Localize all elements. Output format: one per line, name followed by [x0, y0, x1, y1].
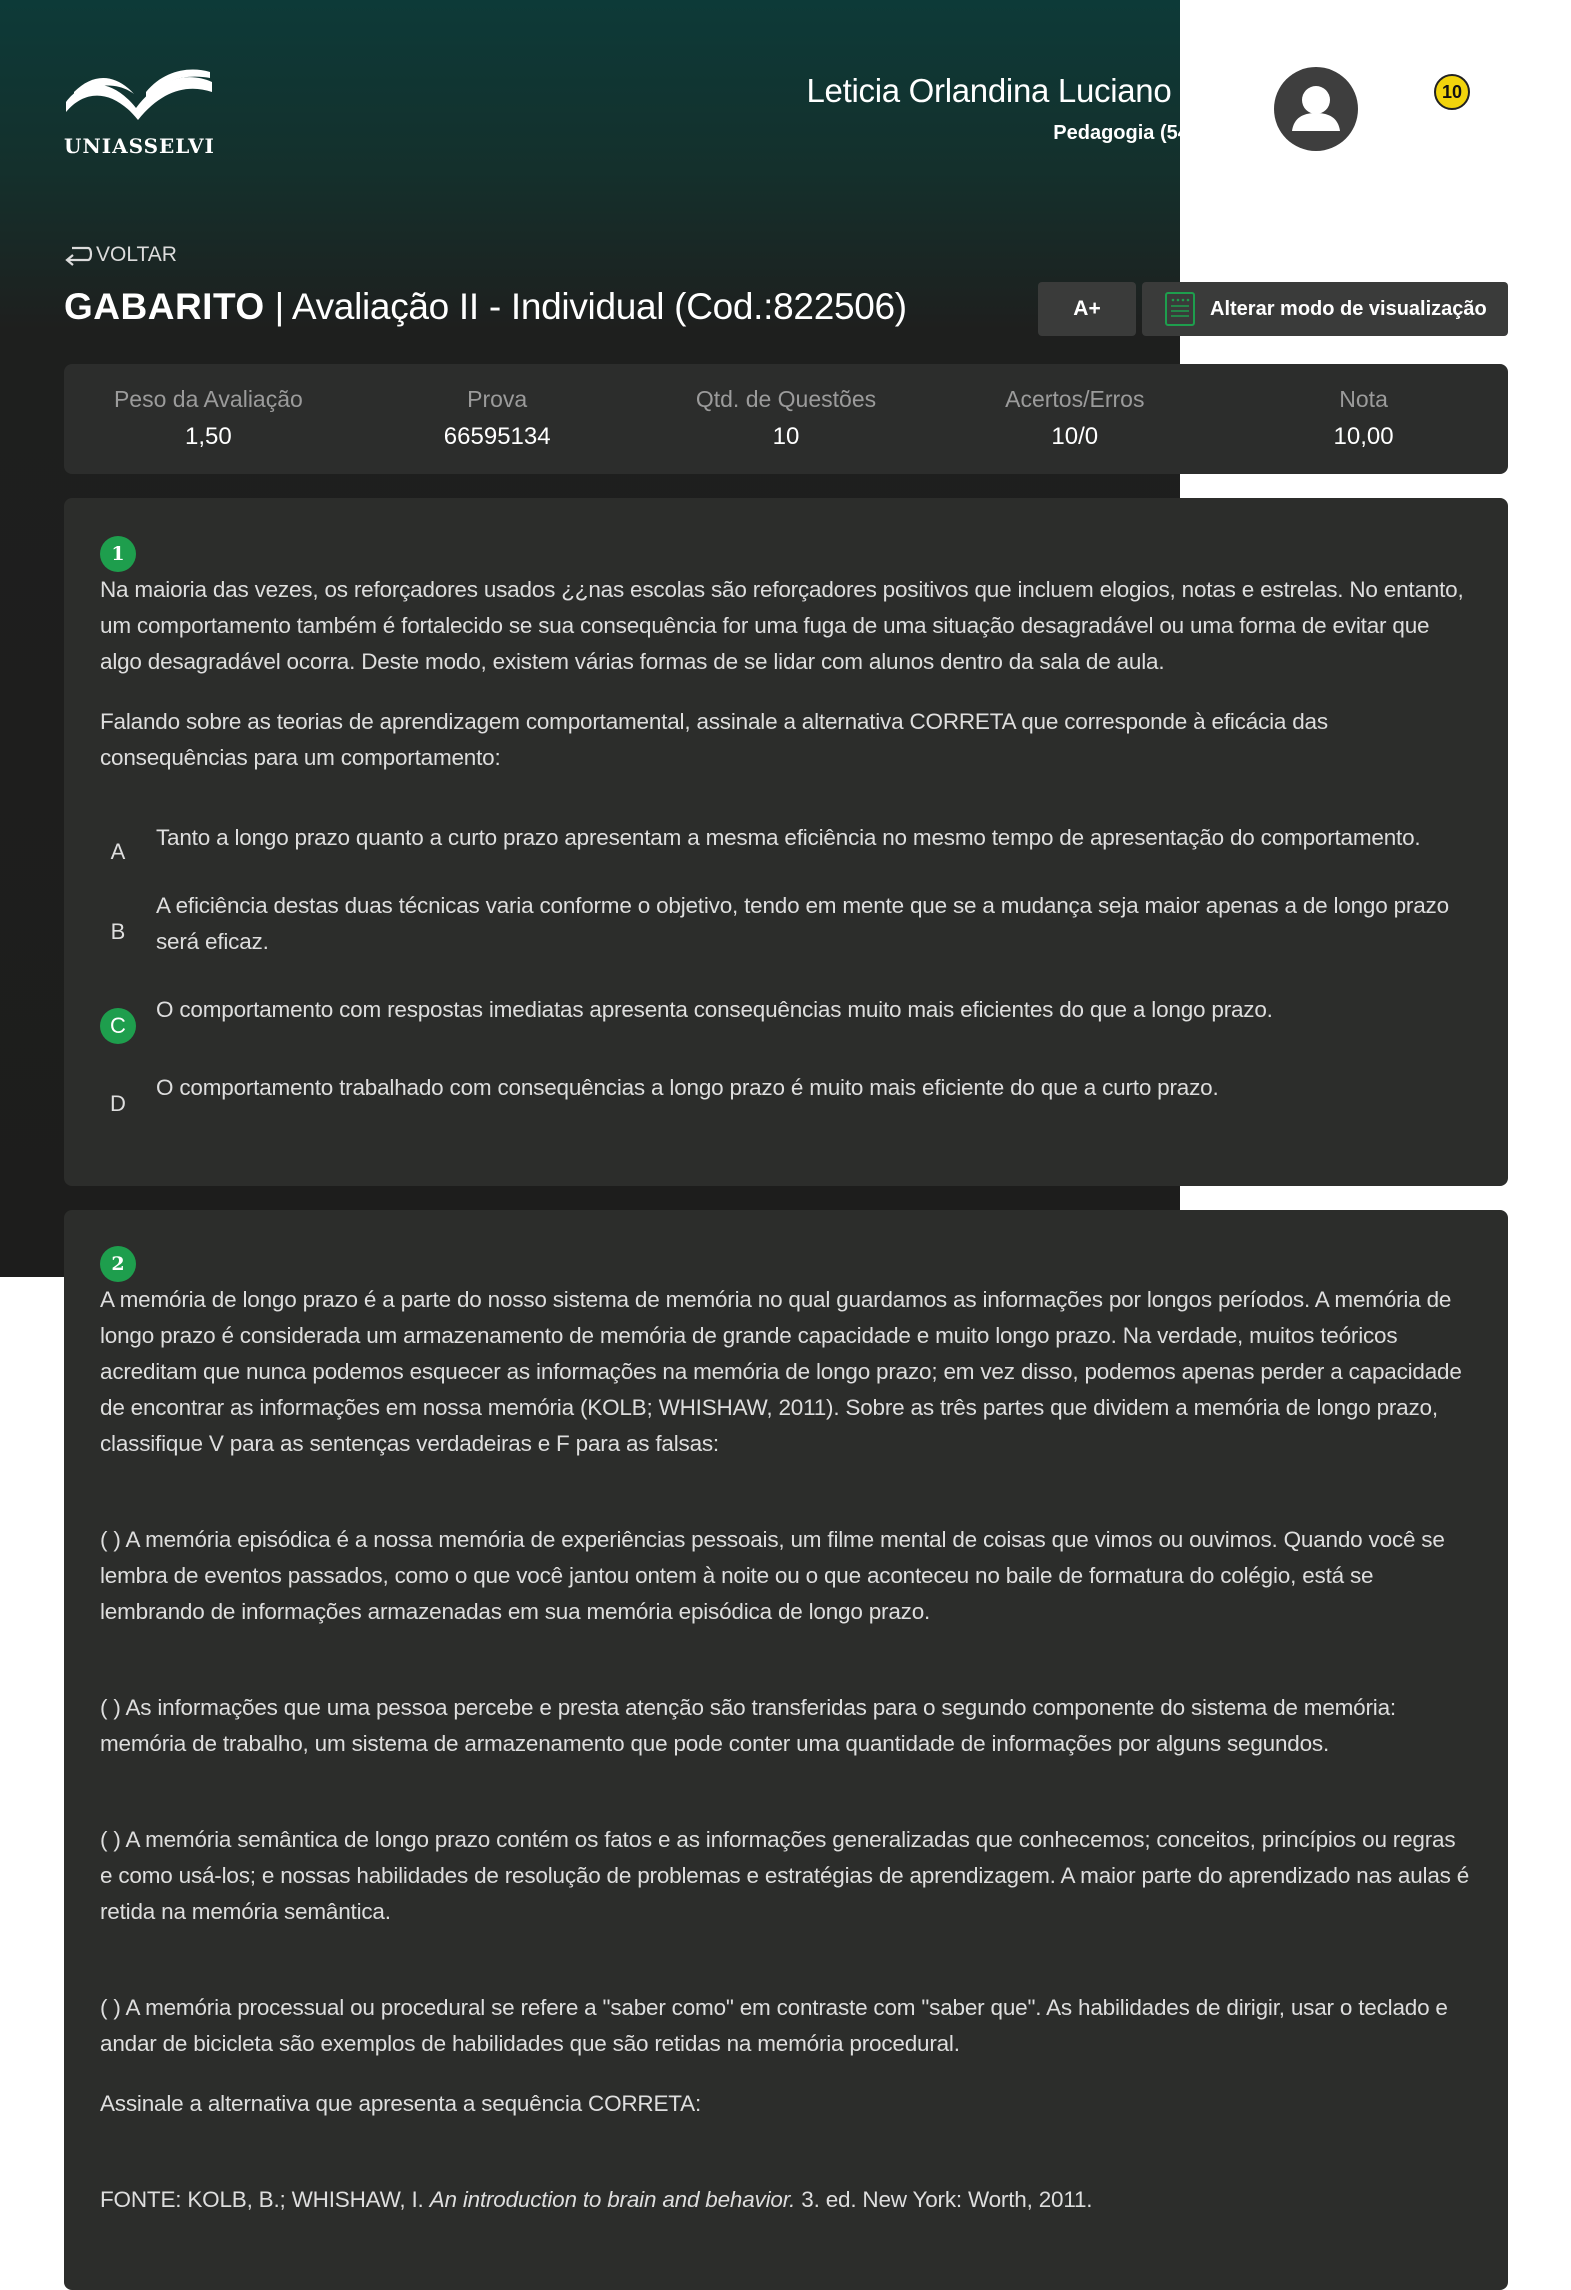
option-text: O comportamento com respostas imediatas apresenta consequências muito mais eficientes do que a longo prazo. [156, 997, 1273, 1022]
document-icon [1164, 291, 1196, 327]
question-card-1 [64, 498, 1508, 1186]
stat-grade [1219, 364, 1508, 474]
stat-value: 66595134 [443, 423, 551, 450]
stat-hits-misses [930, 364, 1219, 474]
user-course: Pedagogia (545 [1053, 122, 1200, 144]
user-avatar[interactable] [1274, 67, 1358, 151]
user-name: Leticia Orlandina Luciano S [806, 72, 1202, 109]
stat-label: Peso da Avaliação [113, 386, 303, 412]
stat-label: Prova [467, 386, 528, 412]
statement-3: ( ) A memória semântica de longo prazo contém os fatos e as informações generalizadas que conhecemos; conceitos, princípios ou regras e como usá-los; e nossas habilidades de resolução de problemas e estratégias de aprendizagem. A maior parte do aprendizado nas aulas é retida na memória semântica. [100, 1827, 1470, 1924]
option-a[interactable] [100, 820, 1472, 898]
option-b[interactable] [100, 888, 1472, 966]
stat-value: 10,00 [1333, 423, 1394, 450]
option-letter: B [110, 919, 126, 944]
question-card-2 [64, 1210, 1508, 2290]
view-mode-button[interactable] [1142, 282, 1508, 336]
back-label: VOLTAR [96, 243, 177, 266]
book-wings-icon [64, 68, 214, 128]
option-d[interactable] [100, 1070, 1472, 1148]
stat-weight [64, 364, 353, 474]
title-separator: | [264, 286, 292, 327]
stat-label: Nota [1339, 386, 1388, 412]
source-citation: FONTE: KOLB, B.; WHISHAW, I. An introduction to brain and behavior. 3. ed. New York: Worth, 2011. [100, 2187, 1093, 2212]
view-mode-label: Alterar modo de visualização [1210, 297, 1487, 320]
question-number: 2 [100, 1246, 136, 1282]
question-paragraph: Na maioria das vezes, os reforçadores usados ¿¿nas escolas são reforçadores positivos que incluem elogios, notas e estrelas. No entanto, um comportamento também é fortalecido se sua consequência for uma fuga de uma situação desagradável ou uma forma de evitar que algo desagradável ocorra. Deste modo, existem várias formas de se lidar com alunos dentro da sala de aula. [100, 577, 1464, 674]
question-paragraph: A memória de longo prazo é a parte do nosso sistema de memória no qual guardamos as informações por longos períodos. A memória de longo prazo é considerada um armazenamento de memória de grande capacidade e muito longo prazo. Na verdade, muitos teóricos acreditam que nunca podemos esquecer as informações na memória de longo prazo; em vez disso, podemos apenas perder a capacidade de encontrar as informações em nossa memória (KOLB; WHISHAW, 2011). Sobre as três partes que dividem a memória de longo prazo, classifique V para as sentenças verdadeiras e F para as falsas: [100, 1287, 1462, 1456]
evaluation-summary [64, 364, 1508, 474]
title-strong: GABARITO [64, 286, 265, 327]
stat-exam [353, 364, 642, 474]
notification-badge[interactable]: 10 [1434, 74, 1470, 110]
option-text: Tanto a longo prazo quanto a curto prazo apresentam a mesma eficiência no mesmo tempo de apresentação do comportamento. [156, 825, 1421, 850]
option-letter: D [110, 1091, 126, 1116]
stat-value: 1,50 [185, 423, 232, 450]
stat-label: Acertos/Erros [1005, 386, 1145, 412]
question-prompt: Assinale a alternativa que apresenta a sequência CORRETA: [100, 2091, 702, 2116]
statement-2: ( ) As informações que uma pessoa percebe e presta atenção são transferidas para o segundo componente do sistema de memória: memória de trabalho, um sistema de armazenamento que pode conter uma quantidade de informações por alguns segundos. [100, 1695, 1396, 1756]
statement-4: ( ) A memória processual ou procedural se refere a "saber como" em contraste com "saber que". As habilidades de dirigir, usar o teclado e andar de bicicleta são exemplos de habilidades que são retidas na memória procedural. [100, 1995, 1448, 2056]
stat-question-count [642, 364, 931, 474]
question-number: 1 [100, 536, 136, 572]
option-letter: A [110, 839, 126, 864]
stat-value: 10 [772, 423, 800, 450]
source-title: An introduction to brain and behavior. [429, 2187, 796, 2212]
logo-text: UNIASSELVI [64, 134, 215, 158]
page-title [64, 286, 907, 328]
title-rest: Avaliação II - Individual (Cod.:822506) [291, 286, 907, 327]
option-text: O comportamento trabalhado com consequências a longo prazo é muito mais eficiente do que a curto prazo. [156, 1075, 1219, 1100]
uniasselvi-logo[interactable] [64, 68, 214, 160]
font-size-button[interactable]: A+ [1038, 282, 1136, 336]
statement-1: ( ) A memória episódica é a nossa memória de experiências pessoais, um filme mental de coisas que vimos ou ouvimos. Quando você se lembra de eventos passados, como o que você jantou ontem à noite ou o que aconteceu no baile de formatura do colégio, está se lembrando de informações armazenadas em sua memória episódica de longo prazo. [100, 1527, 1445, 1624]
return-arrow-icon [64, 244, 94, 266]
option-letter: C [100, 1008, 136, 1044]
stat-label: Qtd. de Questões [695, 386, 877, 412]
option-text: A eficiência destas duas técnicas varia conforme o objetivo, tendo em mente que se a mudança seja maior apenas a de longo prazo será eficaz. [156, 893, 1449, 954]
back-link[interactable] [64, 240, 177, 270]
question-prompt: Falando sobre as teorias de aprendizagem comportamental, assinale a alternativa CORRETA que corresponde à eficácia das consequências para um comportamento: [100, 709, 1328, 770]
user-icon [1274, 67, 1358, 151]
option-c-correct[interactable] [100, 992, 1472, 1070]
stat-value: 10/0 [1051, 423, 1099, 450]
